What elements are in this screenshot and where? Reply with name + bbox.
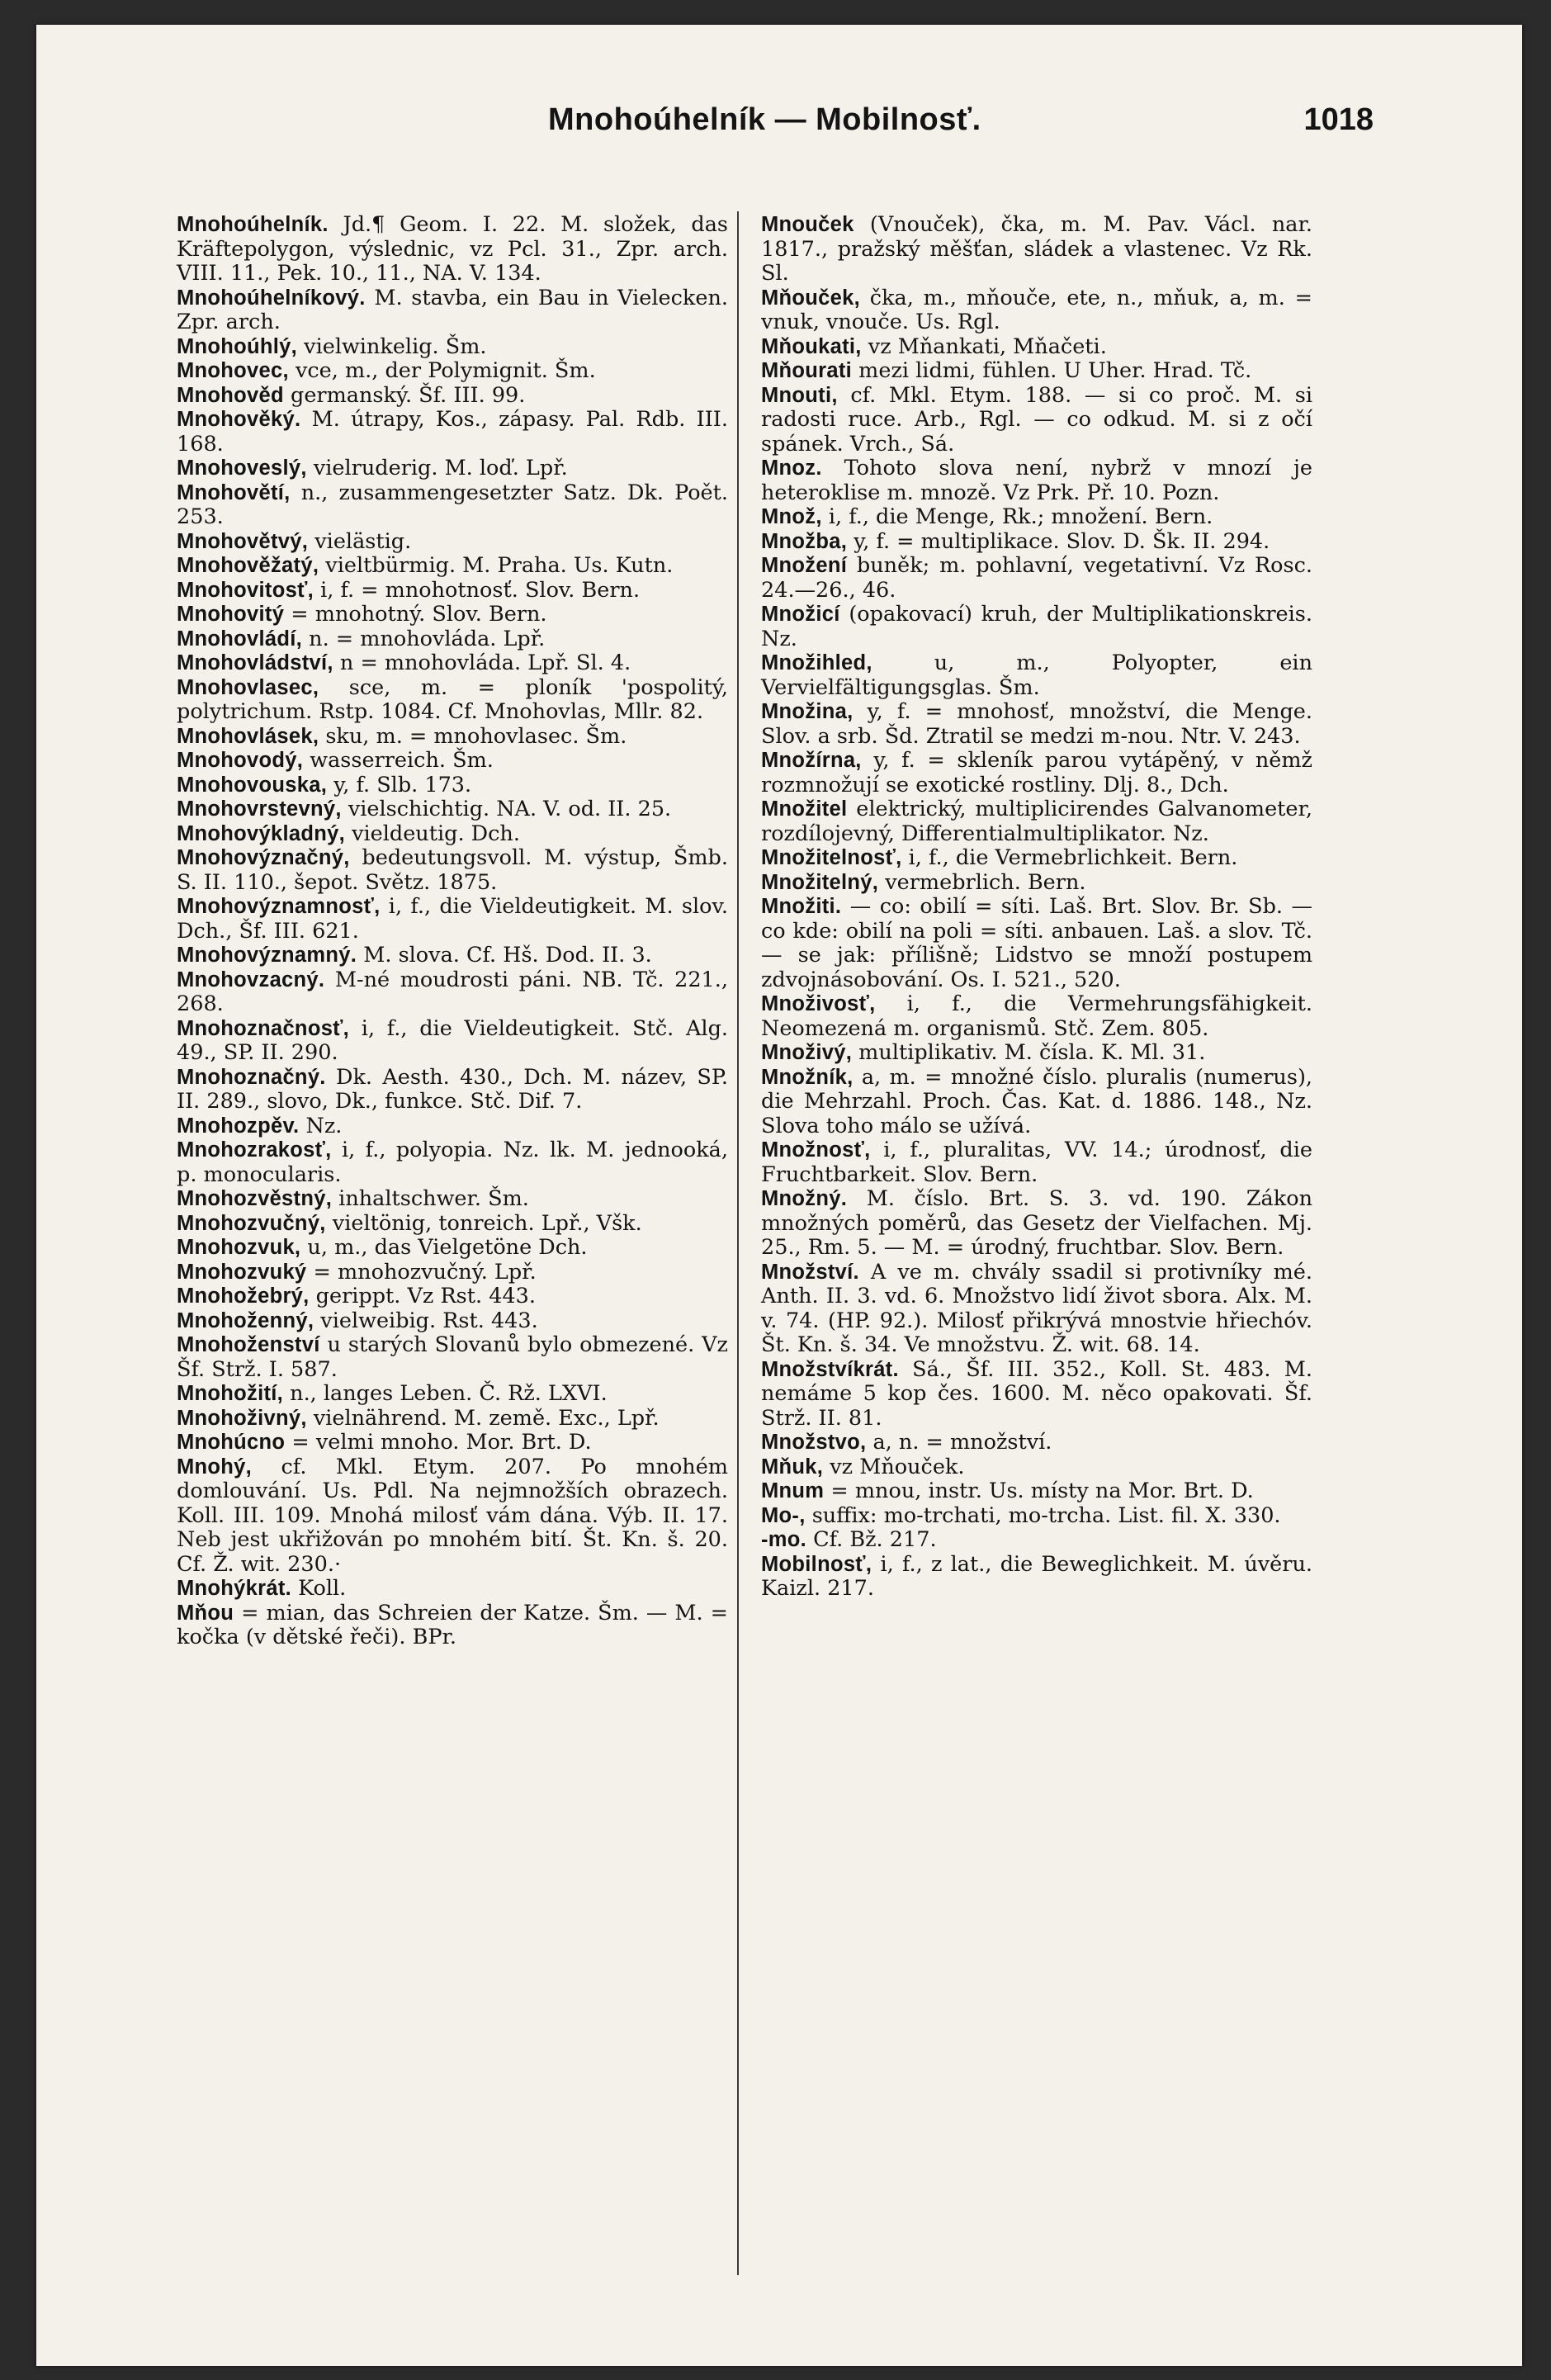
dictionary-entry bbox=[761, 554, 1312, 603]
entry-headword: Mnohovýznačný, bbox=[177, 846, 350, 869]
entry-definition: A ve m. chvály ssadil si protivníky mé. Anth. II. 3. vd. 6. Množstvo lidí život sbora. Alx. M. v. 74. (HP. 92.). Milosť přikrývá mnostvie hřiechóv. Št. Kn. š. 34. Ve množstvu. Ž. wit. 68. 14. bbox=[761, 1259, 1312, 1357]
dictionary-page bbox=[36, 25, 1522, 2366]
entry-headword: Mnohozvuk, bbox=[177, 1236, 301, 1259]
dictionary-entry bbox=[177, 797, 728, 822]
entry-definition: vielschichtig. NA. V. od. II. 25. bbox=[341, 797, 672, 821]
entry-definition: i, f., die Vermebrlichkeit. Bern. bbox=[901, 845, 1238, 870]
dictionary-entry bbox=[761, 1138, 1312, 1187]
entry-headword: Mnohozvuký bbox=[177, 1260, 307, 1284]
entry-headword: Mnohoveslý, bbox=[177, 457, 307, 480]
entry-headword: Množnosť, bbox=[761, 1138, 871, 1162]
entry-definition: i, f., polyopia. Nz. lk. M. jednooká, p. monocularis. bbox=[177, 1138, 728, 1187]
entry-definition: u starých Slovanů bylo obmezené. Vz Šf. Strž. I. 587. bbox=[177, 1332, 728, 1382]
entry-definition: vce, m., der Polymignit. Šm. bbox=[288, 358, 596, 383]
right-column bbox=[761, 213, 1312, 1602]
dictionary-entry bbox=[761, 505, 1312, 530]
dictionary-entry bbox=[177, 627, 728, 652]
entry-definition: germanský. Šf. III. 99. bbox=[283, 382, 526, 408]
entry-definition: n. = mnohovláda. Lpř. bbox=[302, 626, 546, 651]
dictionary-entry bbox=[761, 871, 1312, 896]
entry-headword: Mnohúcno bbox=[177, 1431, 286, 1454]
entry-headword: Mnohovouska, bbox=[177, 773, 328, 797]
entry-definition: Dk. Aesth. 430., Dch. M. název, SP. II. 289., slovo, Dk., funkce. Stč. Dif. 7. bbox=[177, 1064, 728, 1114]
dictionary-entry bbox=[177, 822, 728, 847]
dictionary-entry bbox=[761, 359, 1312, 384]
dictionary-entry bbox=[761, 1358, 1312, 1431]
entry-definition: vielästig. bbox=[308, 528, 412, 554]
entry-definition: Nz. bbox=[299, 1113, 343, 1138]
entry-headword: Mnohozvučný, bbox=[177, 1211, 326, 1235]
dictionary-entry bbox=[761, 651, 1312, 700]
entry-definition: — co: obilí = síti. Laš. Brt. Slov. Br. Sb. — co kde: obilí na poli = síti. anbauen. Laš. a slov. Tč. — se jak: přílišně; Lidstvo se množí postupem zdvojnásobování. Os. I. 521., 520. bbox=[761, 894, 1312, 992]
entry-headword: Množstvo, bbox=[761, 1431, 867, 1454]
page-header bbox=[177, 102, 1374, 168]
entry-headword: Mnohovládí, bbox=[177, 627, 303, 651]
entry-headword: Množ, bbox=[761, 505, 822, 528]
entry-headword: Mnohověd bbox=[177, 383, 284, 407]
entry-headword: Mnohozvěstný, bbox=[177, 1187, 333, 1210]
entry-headword: Mnohoženství bbox=[177, 1333, 320, 1356]
entry-definition: n., langes Leben. Č. Rž. LXVI. bbox=[283, 1381, 608, 1406]
dictionary-entry bbox=[177, 384, 728, 409]
entry-definition: mezi lidmi, fühlen. U Uher. Hrad. Tč. bbox=[852, 358, 1252, 383]
entry-headword: Mňourati bbox=[761, 359, 853, 382]
dictionary-entry bbox=[177, 579, 728, 603]
entry-headword: Mnohovec, bbox=[177, 359, 289, 382]
dictionary-entry bbox=[761, 1041, 1312, 1066]
dictionary-entry bbox=[177, 676, 728, 725]
entry-headword: Mnohožebrý, bbox=[177, 1285, 310, 1308]
entry-headword: Množiti. bbox=[761, 895, 842, 918]
entry-definition: Cf. Bž. 217. bbox=[806, 1527, 937, 1552]
dictionary-entry bbox=[177, 481, 728, 530]
entry-headword: Mnohovlasec, bbox=[177, 675, 319, 699]
dictionary-entry bbox=[177, 359, 728, 384]
entry-headword: Mnohozpěv. bbox=[177, 1114, 300, 1138]
dictionary-entry bbox=[177, 651, 728, 676]
dictionary-entry bbox=[761, 1066, 1312, 1139]
entry-definition: n., zusammengesetzter Satz. Dk. Poět. 253. bbox=[177, 480, 728, 529]
entry-definition: vieltbürmig. M. Praha. Us. Kutn. bbox=[319, 553, 674, 578]
entry-headword: Mnohovlásek, bbox=[177, 724, 319, 748]
dictionary-entry bbox=[177, 1577, 728, 1602]
dictionary-entry bbox=[177, 554, 728, 579]
entry-definition: Jd.¶ Geom. I. 22. M. složek, das Kräftepolygon, výslednic, vz Pcl. 31., Zpr. arch. VIII. 11., Pek. 10., 11., NA. V. 134. bbox=[177, 212, 728, 286]
dictionary-entry bbox=[761, 1553, 1312, 1602]
entry-definition: = mian, das Schreien der Katze. Šm. — M. = kočka (v dětské řeči). BPr. bbox=[177, 1600, 728, 1649]
entry-headword: Mnohovládství, bbox=[177, 651, 333, 674]
dictionary-entry bbox=[177, 457, 728, 481]
entry-definition: (Vnouček), čka, m. M. Pav. Václ. nar. 1817., pražský měšťan, sládek a vlastenec. Vz Rk. Sl. bbox=[761, 212, 1312, 286]
entry-headword: Množitelnosť, bbox=[761, 846, 902, 869]
dictionary-entry bbox=[177, 725, 728, 750]
dictionary-entry bbox=[761, 797, 1312, 846]
entry-definition: u, m., Polyopter, ein Vervielfältigungsglas. Šm. bbox=[761, 651, 1312, 700]
dictionary-entry bbox=[177, 530, 728, 555]
dictionary-entry bbox=[761, 1528, 1312, 1553]
dictionary-entry bbox=[177, 1187, 728, 1212]
dictionary-entry bbox=[177, 749, 728, 774]
entry-headword: Mnohovýznamný. bbox=[177, 944, 357, 967]
dictionary-entry bbox=[177, 846, 728, 895]
dictionary-entry bbox=[761, 335, 1312, 360]
dictionary-entry bbox=[761, 384, 1312, 457]
entry-definition: M. číslo. Brt. S. 3. vd. 190. Zákon množných poměrů, das Gesetz der Vielfachen. Mj. 25., Rm. 5. — M. = úrodný, fruchtbar. Slov. Bern. bbox=[761, 1186, 1312, 1260]
entry-headword: Mnohověžatý, bbox=[177, 554, 319, 577]
entry-definition: = mnou, instr. Us. místy na Mor. Brt. D. bbox=[824, 1479, 1254, 1503]
dictionary-entry bbox=[177, 408, 728, 457]
entry-definition: cf. Mkl. Etym. 188. — si co proč. M. si radosti ruce. Arb., Rgl. — co odkud. M. si z očí spánek. Vrch., Sá. bbox=[761, 382, 1312, 457]
entry-headword: Množivý, bbox=[761, 1041, 853, 1064]
dictionary-entry bbox=[177, 1382, 728, 1407]
entry-headword: Mňoukati, bbox=[761, 334, 862, 358]
entry-headword: Mnohovýkladný, bbox=[177, 821, 345, 845]
entry-headword: Mnohoznačný. bbox=[177, 1065, 326, 1089]
entry-definition: wasserreich. Šm. bbox=[303, 748, 494, 773]
entry-headword: Mnum bbox=[761, 1479, 825, 1502]
entry-headword: Mnohovýznamnosť, bbox=[177, 895, 381, 918]
dictionary-entry bbox=[177, 1407, 728, 1431]
entry-definition: multiplikativ. M. čísla. K. Ml. 31. bbox=[852, 1040, 1206, 1065]
dictionary-entry bbox=[177, 1261, 728, 1285]
entry-definition: u, m., das Vielgetöne Dch. bbox=[300, 1235, 588, 1260]
dictionary-entry bbox=[761, 992, 1312, 1041]
entry-definition: (opakovací) kruh, der Multiplikationskreis. Nz. bbox=[761, 602, 1312, 651]
dictionary-entry bbox=[761, 1431, 1312, 1455]
dictionary-entry bbox=[177, 895, 728, 944]
entry-headword: Mnohoženný, bbox=[177, 1308, 314, 1332]
dictionary-entry bbox=[177, 1333, 728, 1382]
entry-headword: Mnohovodý, bbox=[177, 749, 304, 772]
dictionary-entry bbox=[761, 1455, 1312, 1480]
dictionary-entry bbox=[177, 1285, 728, 1309]
entry-definition: i, f., die Menge, Rk.; množení. Bern. bbox=[821, 504, 1213, 529]
entry-headword: Mnohý, bbox=[177, 1455, 253, 1479]
entry-definition: čka, m., mňouče, ete, n., mňuk, a, m. = vnuk, vnouče. Us. Rgl. bbox=[761, 285, 1312, 334]
dictionary-entry bbox=[177, 213, 728, 286]
entry-headword: Mnohovrstevný, bbox=[177, 797, 342, 821]
entry-definition: n = mnohovláda. Lpř. Sl. 4. bbox=[333, 651, 631, 675]
entry-definition: i, f., die Vieldeutigkeit. M. slov. Dch., Šf. III. 621. bbox=[177, 894, 728, 944]
entry-definition: vieltönig, tonreich. Lpř., Všk. bbox=[325, 1210, 642, 1236]
entry-headword: Mnouček bbox=[761, 213, 854, 236]
entry-definition: bedeutungsvoll. M. výstup, Šmb. S. II. 110., šepot. Světz. 1875. bbox=[177, 845, 728, 895]
entry-definition: vz Mňouček. bbox=[823, 1454, 965, 1479]
entry-headword: Mnohovitosť, bbox=[177, 578, 314, 602]
dictionary-entry bbox=[177, 1431, 728, 1455]
dictionary-entry bbox=[761, 749, 1312, 797]
dictionary-entry bbox=[761, 603, 1312, 651]
dictionary-entry bbox=[177, 944, 728, 968]
entry-headword: Množírna, bbox=[761, 749, 862, 772]
entry-definition: i, f., z lat., die Beweglichkeit. M. úvěru. Kaizl. 217. bbox=[761, 1551, 1312, 1601]
running-head: Mnohoúhelník — Mobilnosť. bbox=[548, 102, 981, 137]
entry-headword: Množina, bbox=[761, 700, 854, 723]
entry-definition: M-né moudrosti páni. NB. Tč. 221., 268. bbox=[177, 967, 728, 1016]
entry-headword: Mnohýkrát. bbox=[177, 1577, 292, 1600]
entry-definition: vermebrlich. Bern. bbox=[878, 869, 1086, 895]
column-divider bbox=[737, 211, 739, 2275]
entry-headword: Mnohovětvý, bbox=[177, 529, 309, 553]
dictionary-entry bbox=[761, 1187, 1312, 1261]
dictionary-entry bbox=[177, 968, 728, 1017]
entry-headword: Množitelný, bbox=[761, 870, 879, 894]
entry-headword: Množstvíkrát. bbox=[761, 1357, 899, 1381]
entry-definition: inhaltschwer. Šm. bbox=[332, 1186, 529, 1211]
entry-definition: i, f., die Vieldeutigkeit. Stč. Alg. 49., SP. II. 290. bbox=[177, 1015, 728, 1065]
entry-headword: -mo. bbox=[761, 1528, 807, 1551]
dictionary-entry bbox=[761, 213, 1312, 286]
dictionary-entry bbox=[761, 700, 1312, 749]
entry-definition: a, m. = množné číslo. pluralis (numerus), die Mehrzahl. Proch. Čas. Kat. d. 1886. 148., Nz. Slova toho málo se užívá. bbox=[761, 1064, 1312, 1138]
dictionary-entry bbox=[761, 1479, 1312, 1504]
dictionary-entry bbox=[177, 1309, 728, 1334]
entry-headword: Množihled, bbox=[761, 651, 872, 674]
entry-headword: Mnohoúhelníkový. bbox=[177, 286, 366, 310]
dictionary-entry bbox=[761, 530, 1312, 555]
entry-definition: suffix: mo-trchati, mo-trcha. List. fil. X. 330. bbox=[805, 1502, 1281, 1528]
entry-definition: a, n. = množství. bbox=[866, 1430, 1052, 1455]
entry-definition: M. slova. Cf. Hš. Dod. II. 3. bbox=[357, 943, 652, 968]
dictionary-entry bbox=[761, 846, 1312, 871]
entry-definition: Tohoto slova není, nybrž v mnozí je heteroklise m. mnozě. Vz Prk. Př. 10. Pozn. bbox=[761, 456, 1312, 505]
dictionary-entry bbox=[177, 603, 728, 627]
entry-definition: Sá., Šf. III. 352., Koll. St. 483. M. nemáme 5 kop čes. 1600. M. něco opakovati. Šf. Strž. II. 81. bbox=[761, 1356, 1312, 1431]
dictionary-entry bbox=[177, 286, 728, 335]
entry-definition: i, f., pluralitas, VV. 14.; úrodnosť, die Fruchtbarkeit. Slov. Bern. bbox=[761, 1138, 1312, 1187]
dictionary-entry bbox=[177, 1066, 728, 1114]
dictionary-entry bbox=[177, 1017, 728, 1066]
entry-definition: i, f. = mnohotnosť. Slov. Bern. bbox=[313, 577, 641, 603]
entry-definition: gerippt. Vz Rst. 443. bbox=[309, 1284, 536, 1308]
entry-headword: Mnohoživný, bbox=[177, 1406, 307, 1430]
entry-definition: y, f. = multiplikace. Slov. D. Šk. II. 294. bbox=[847, 528, 1270, 554]
entry-headword: Mnohovzacný. bbox=[177, 968, 325, 991]
entry-headword: Mnohoúhelník. bbox=[177, 213, 329, 236]
entry-headword: Mnohovětí, bbox=[177, 480, 291, 504]
dictionary-entry bbox=[761, 895, 1312, 992]
entry-headword: Množivosť, bbox=[761, 992, 876, 1015]
dictionary-entry bbox=[177, 1602, 728, 1650]
dictionary-entry bbox=[177, 774, 728, 798]
entry-definition: vz Mňankati, Mňačeti. bbox=[861, 334, 1107, 359]
entry-definition: vielweibig. Rst. 443. bbox=[314, 1308, 538, 1333]
dictionary-entry bbox=[177, 1236, 728, 1261]
dictionary-entry bbox=[761, 1261, 1312, 1358]
dictionary-entry bbox=[177, 1138, 728, 1187]
entry-definition: y, f. = skleník parou vytápěný, v němž rozmnožují se exotické rostliny. Dlj. 8., Dch. bbox=[761, 748, 1312, 797]
entry-headword: Mňouček, bbox=[761, 286, 861, 310]
entry-headword: Mnohovitý bbox=[177, 603, 285, 626]
entry-headword: Mnouti, bbox=[761, 383, 838, 407]
entry-headword: Mnohoznačnosť, bbox=[177, 1016, 350, 1040]
entry-headword: Množství. bbox=[761, 1260, 859, 1284]
dictionary-entry bbox=[761, 1504, 1312, 1529]
entry-definition: vieldeutig. Dch. bbox=[344, 821, 520, 846]
entry-definition: Koll. bbox=[291, 1576, 347, 1601]
entry-definition: sce, m. = ploník 'pospolitý, polytrichum. Rstp. 1084. Cf. Mnohovlas, Mllr. 82. bbox=[177, 674, 728, 724]
entry-definition: = mnohotný. Slov. Bern. bbox=[284, 602, 547, 627]
dictionary-entry bbox=[177, 1114, 728, 1139]
entry-headword: Mnoz. bbox=[761, 457, 822, 480]
entry-headword: Množba, bbox=[761, 529, 848, 553]
page-number: 1018 bbox=[1303, 102, 1374, 137]
dictionary-entry bbox=[761, 286, 1312, 335]
entry-headword: Množitel bbox=[761, 797, 848, 821]
entry-headword: Mobilnosť, bbox=[761, 1552, 872, 1576]
entry-definition: sku, m. = mnohovlasec. Šm. bbox=[319, 723, 627, 749]
entry-definition: elektrický, multiplicirendes Galvanometer, rozdílojevný, Differentialmultiplikator. Nz. bbox=[761, 797, 1312, 846]
entry-definition: = mnohozvučný. Lpř. bbox=[306, 1259, 537, 1285]
entry-definition: y, f. = mnohosť, množství, die Menge. Slov. a srb. Šd. Ztratil se medzi m-nou. Ntr. V. 243. bbox=[761, 699, 1312, 749]
entry-definition: vielnährend. M. země. Exc., Lpř. bbox=[306, 1405, 660, 1431]
entry-headword: Mnohožití, bbox=[177, 1382, 284, 1405]
entry-definition: buněk; m. pohlavní, vegetativní. Vz Rosc. 24.—26., 46. bbox=[761, 553, 1312, 603]
entry-headword: Množicí bbox=[761, 603, 840, 626]
entry-headword: Množník, bbox=[761, 1065, 854, 1089]
entry-definition: M. stavba, ein Bau in Vielecken. Zpr. arch. bbox=[177, 285, 728, 334]
entry-definition: M. útrapy, Kos., zápasy. Pal. Rdb. III. 168. bbox=[177, 407, 728, 457]
dictionary-entry bbox=[177, 1212, 728, 1237]
entry-definition: cf. Mkl. Etym. 207. Po mnohém domlouvání. Us. Pdl. Na nejmnožších obrazech. Koll. III. 109. Mnohá milosť vám dána. Výb. II. 17. Neb jest ukřižován po mnohém bití. Št. Kn. š. 20. Cf. Ž. wit. 230.· bbox=[177, 1454, 728, 1577]
entry-headword: Množení bbox=[761, 554, 848, 577]
dictionary-entry bbox=[177, 1455, 728, 1578]
entry-definition: vielwinkelig. Šm. bbox=[297, 334, 487, 359]
entry-headword: Mnohověký. bbox=[177, 408, 301, 431]
entry-headword: Mo-, bbox=[761, 1503, 806, 1527]
entry-headword: Mnohozrakosť, bbox=[177, 1138, 332, 1162]
entry-headword: Mňuk, bbox=[761, 1455, 824, 1479]
dictionary-entry bbox=[177, 335, 728, 360]
entry-definition: = velmi mnoho. Mor. Brt. D. bbox=[285, 1430, 592, 1455]
entry-definition: vielruderig. M. loď. Lpř. bbox=[306, 456, 568, 480]
dictionary-entry bbox=[761, 457, 1312, 505]
entry-headword: Množný. bbox=[761, 1187, 848, 1210]
entry-headword: Mňou bbox=[177, 1601, 234, 1625]
entry-definition: y, f. Slb. 173. bbox=[327, 772, 472, 797]
left-column bbox=[177, 213, 728, 1650]
entry-definition: i, f., die Vermehrungsfähigkeit. Neomezená m. organismů. Stč. Zem. 805. bbox=[761, 991, 1312, 1041]
entry-headword: Mnohoúhlý, bbox=[177, 334, 298, 358]
